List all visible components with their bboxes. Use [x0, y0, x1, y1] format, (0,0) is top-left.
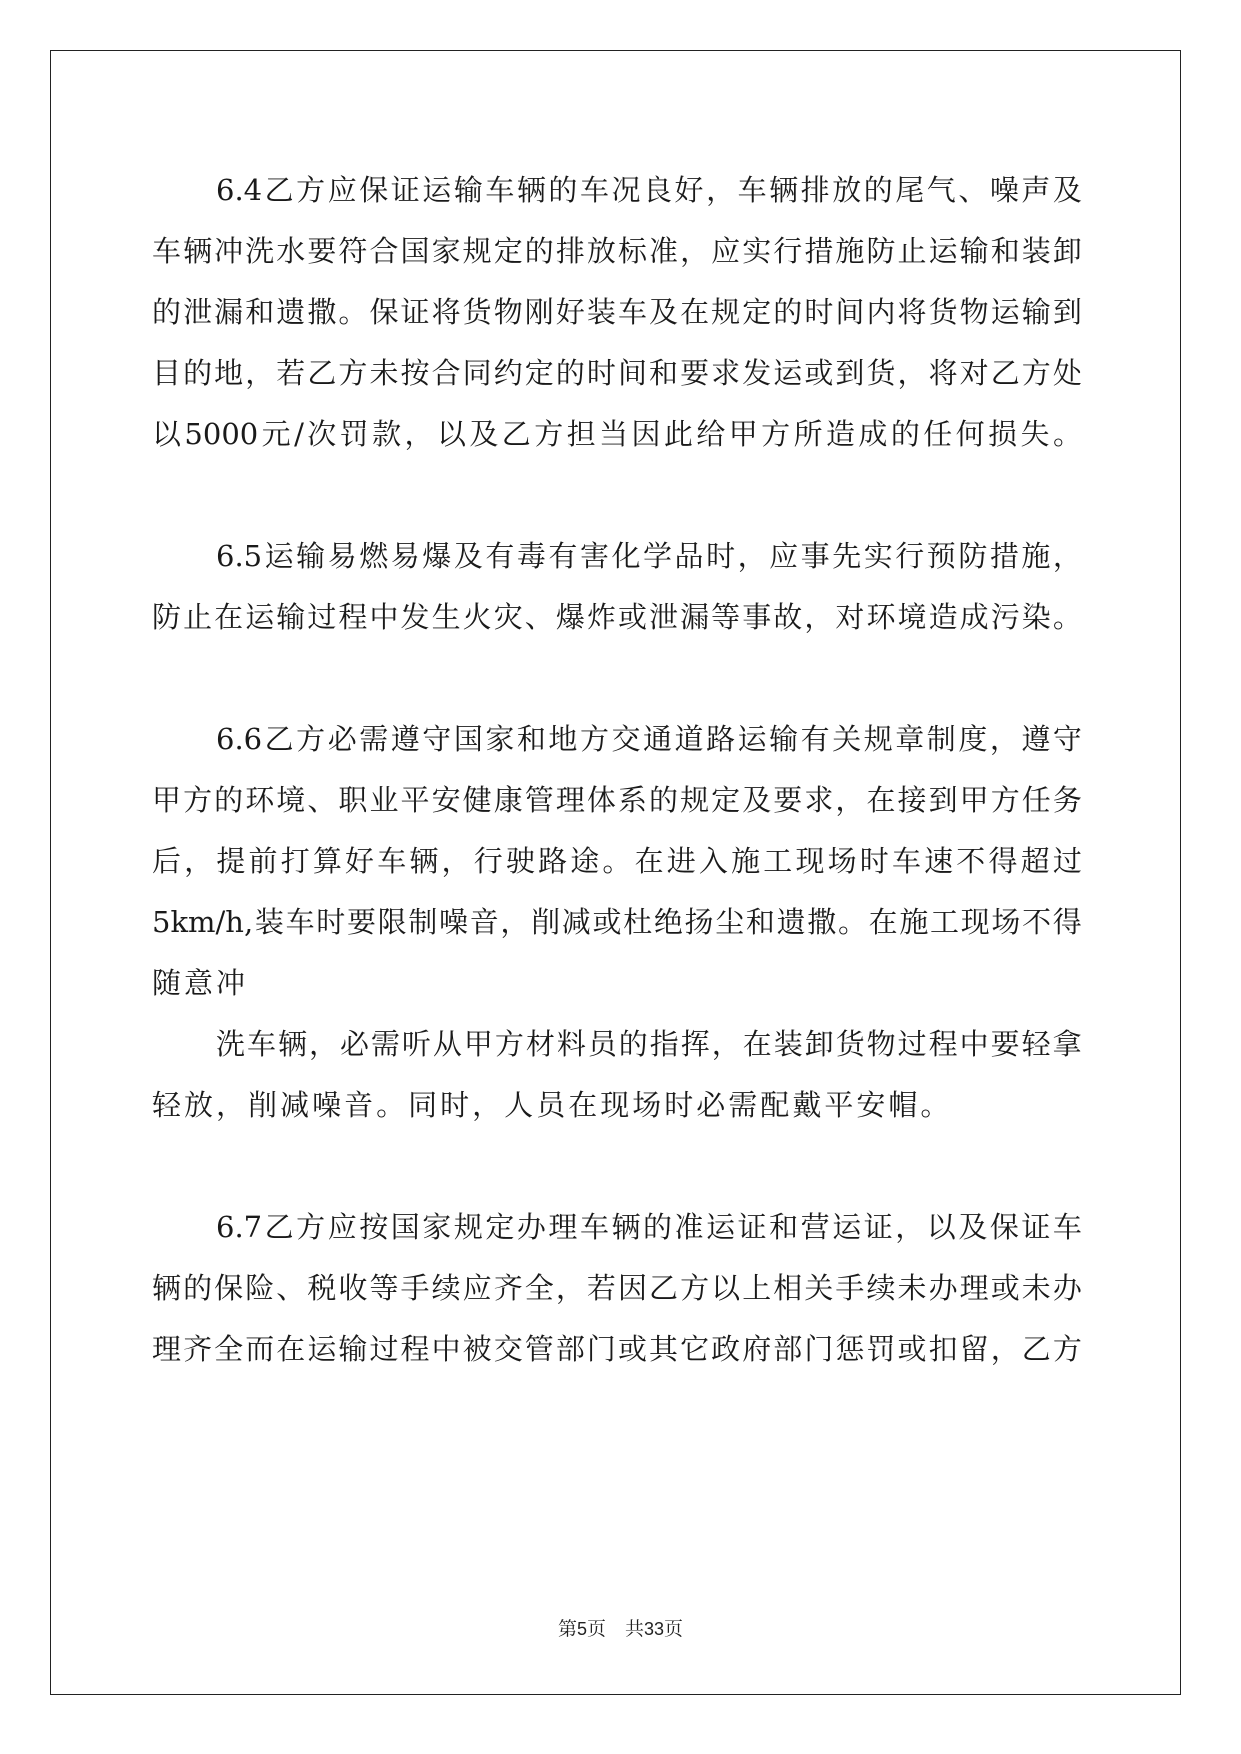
page-footer [0, 1614, 1241, 1641]
text-line: 以 5000 元 / 次 罚 款 ， 以 及 乙 方 担 当 因 此 给 甲 方 所 造 成 的 任 何 损 失 。 [152, 417, 1082, 451]
text-line: 目 的 地 ， 若 乙 方 未 按 合 同 约 定 的 时 间 和 要 求 发 运 或 到 货 ， 将 对 乙 方 处 [152, 356, 1082, 390]
text-line: 5km/h, 装 车 时 要 限 制 噪 音 ， 削 减 或 杜 绝 扬 尘 和 遗 撒 。 在 施 工 现 场 不 得 [152, 905, 1082, 939]
footer-page-number: 5 [576, 1619, 587, 1639]
text-line: 的 泄 漏 和 遗 撒 。 保 证 将 货 物 刚 好 装 车 及 在 规 定 的 时 间 内 将 货 物 运 输 到 [152, 295, 1082, 329]
footer-total-pages: 33 [644, 1619, 665, 1639]
footer-prefix: 第 [557, 1618, 577, 1640]
footer-suffix: 页 [664, 1618, 684, 1640]
text-line: 6.6 乙 方 必 需 遵 守 国 家 和 地 方 交 通 道 路 运 输 有 关 规 章 制 度 ， 遵 守 [216, 722, 1082, 756]
text-line: 随 意 冲 [152, 966, 246, 1000]
paragraph-gap [152, 648, 1082, 709]
paragraph-gap [152, 1136, 1082, 1197]
document-body [152, 160, 1082, 1380]
text-line: 辆 的 保 险 、 税 收 等 手 续 应 齐 全 ， 若 因 乙 方 以 上 相 关 手 续 未 办 理 或 未 办 [152, 1271, 1082, 1305]
text-line: 理 齐 全 而 在 运 输 过 程 中 被 交 管 部 门 或 其 它 政 府 部 门 惩 罚 或 扣 留 ， 乙 方 [152, 1332, 1082, 1366]
paragraph-gap [152, 465, 1082, 526]
text-line: 6.7 乙 方 应 按 国 家 规 定 办 理 车 辆 的 准 运 证 和 营 运 证 ， 以 及 保 证 车 [216, 1210, 1082, 1244]
text-line: 6.4 乙 方 应 保 证 运 输 车 辆 的 车 况 良 好 ， 车 辆 排 放 的 尾 气 、 噪 声 及 [216, 173, 1082, 207]
text-line: 洗 车 辆 ， 必 需 听 从 甲 方 材 料 员 的 指 挥 ， 在 装 卸 货 物 过 程 中 要 轻 拿 [216, 1027, 1082, 1061]
text-line: 后 ， 提 前 打 算 好 车 辆 ， 行 驶 路 途 。 在 进 入 施 工 现 场 时 车 速 不 得 超 过 [152, 844, 1082, 878]
text-line: 车 辆 冲 洗 水 要 符 合 国 家 规 定 的 排 放 标 准 ， 应 实 行 措 施 防 止 运 输 和 装 卸 [152, 234, 1082, 268]
footer-mid: 页 共 [586, 1618, 644, 1640]
text-line: 甲 方 的 环 境 、 职 业 平 安 健 康 管 理 体 系 的 规 定 及 要 求 ， 在 接 到 甲 方 任 务 [152, 783, 1082, 817]
text-line: 6.5 运 输 易 燃 易 爆 及 有 毒 有 害 化 学 品 时 ， 应 事 先 实 行 预 防 措 施 ， [216, 539, 1082, 573]
text-line: 防 止 在 运 输 过 程 中 发 生 火 灾 、 爆 炸 或 泄 漏 等 事 故 ， 对 环 境 造 成 污 染 。 [152, 600, 1082, 634]
text-line: 轻 放 ， 削 减 噪 音 。 同 时 ， 人 员 在 现 场 时 必 需 配 戴 平 安 帽 。 [152, 1088, 950, 1122]
